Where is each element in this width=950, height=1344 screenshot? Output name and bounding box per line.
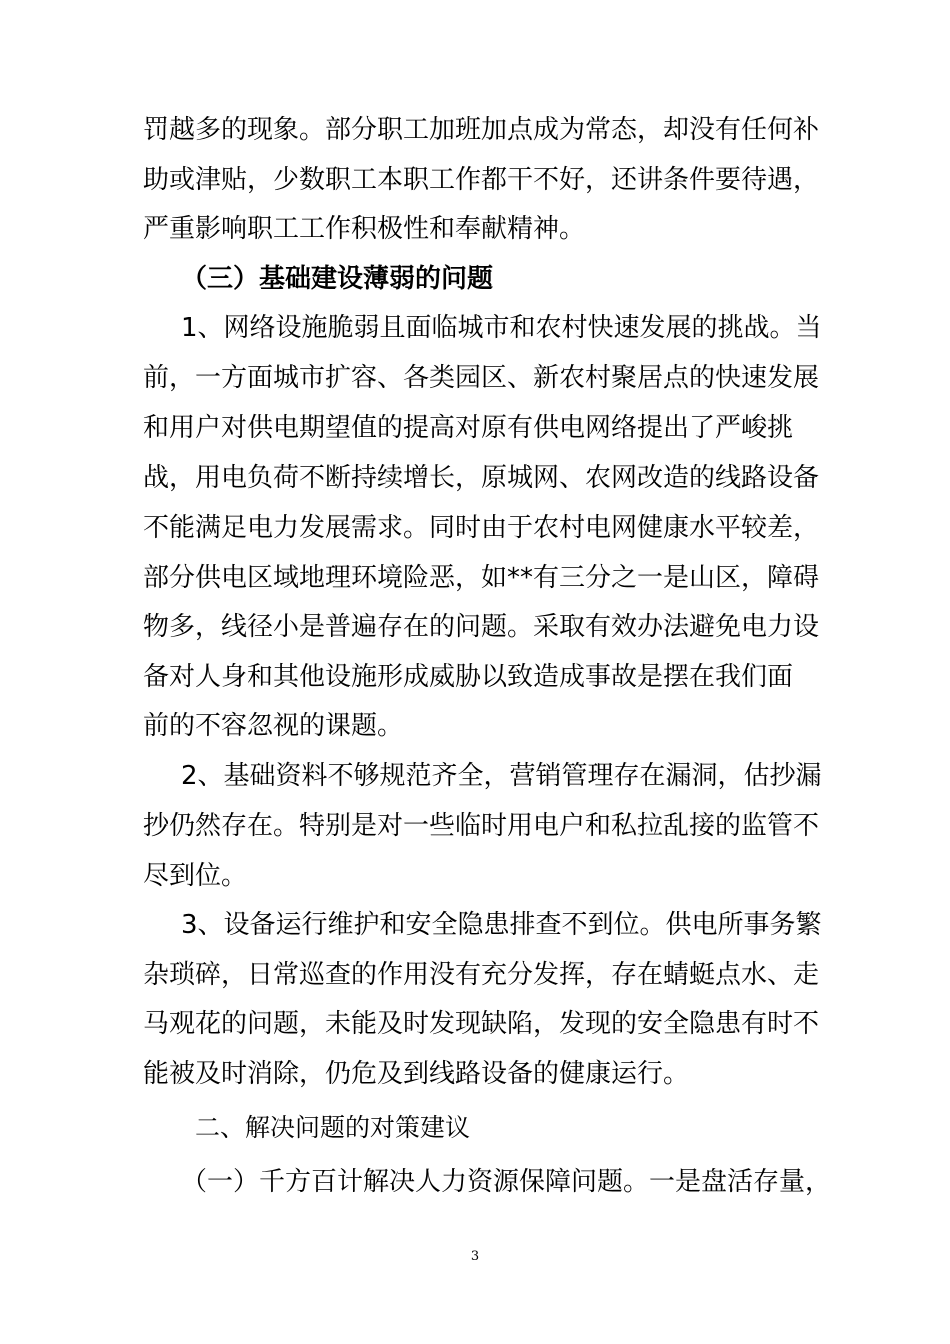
body-text-line: 助或津贴，少数职工本职工作都干不好，还讲条件要待遇， (143, 165, 820, 195)
body-text-line: 1、网络设施脆弱且面临城市和农村快速发展的挑战。当 (181, 313, 822, 343)
body-text-line: 能被及时消除，仍危及到线路设备的健康运行。 (143, 1059, 690, 1089)
body-text-line: 罚越多的现象。部分职工加班加点成为常态，却没有任何补 (143, 115, 820, 145)
body-text-line: 马观花的问题，未能及时发现缺陷，发现的安全隐患有时不 (143, 1009, 820, 1039)
section-heading: 二、解决问题的对策建议 (195, 1113, 471, 1142)
body-text-line: 严重影响职工工作积极性和奉献精神。 (143, 214, 586, 244)
body-text-line: 前，一方面城市扩容、各类园区、新农村聚居点的快速发展 (143, 363, 820, 393)
body-text-line: 物多，线径小是普遍存在的问题。采取有效办法避免电力设 (143, 612, 820, 642)
body-text-line: 备对人身和其他设施形成威胁以致造成事故是摆在我们面 (143, 662, 794, 692)
body-text-line: 尽到位。 (143, 861, 248, 891)
body-text-line: 不能满足电力发展需求。同时由于农村电网健康水平较差， (143, 513, 820, 543)
body-text-line: 部分供电区域地理环境险恶，如**有三分之一是山区，障碍 (143, 563, 820, 593)
body-text-line: 抄仍然存在。特别是对一些临时用电户和私拉乱接的监管不 (143, 811, 820, 841)
section-heading: （三）基础建设薄弱的问题 (181, 264, 494, 294)
body-text-line: 战，用电负荷不断持续增长，原城网、农网改造的线路设备 (143, 463, 820, 493)
page-number: 3 (470, 1249, 480, 1264)
body-text-line: 2、基础资料不够规范齐全，营销管理存在漏洞，估抄漏 (181, 761, 822, 791)
body-text-line: 杂琐碎，日常巡查的作用没有充分发挥，存在蜻蜓点水、走 (143, 960, 820, 990)
body-text-line: （一）千方百计解决人力资源保障问题。一是盘活存量， (181, 1167, 832, 1197)
body-text-line: 前的不容忽视的课题。 (143, 711, 404, 741)
body-text-line: 和用户对供电期望值的提高对原有供电网络提出了严峻挑 (143, 413, 794, 443)
body-text-line: 3、设备运行维护和安全隐患排查不到位。供电所事务繁 (181, 910, 822, 940)
